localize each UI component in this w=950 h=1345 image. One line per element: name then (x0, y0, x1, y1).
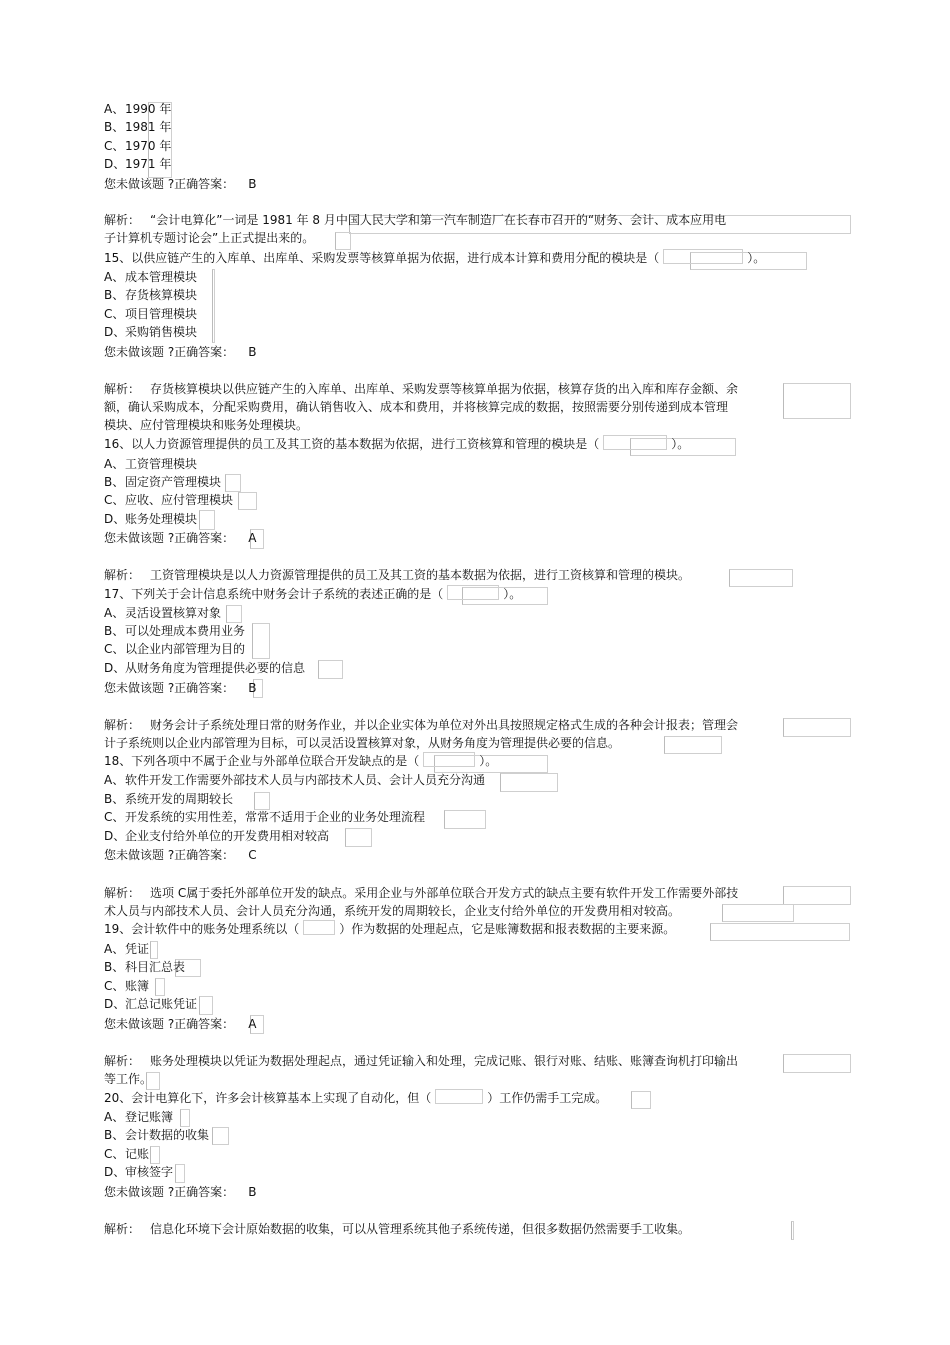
option-frame (180, 1109, 190, 1127)
q19-analysis-line-1: 解析： 账务处理模块以凭证为数据处理起点，通过凭证输入和处理，完成记账、银行对账、结账、账簿查询机打印输出 (104, 1054, 739, 1068)
q20-option-d: D、审核签字 (104, 1165, 174, 1179)
correct-answer: C (248, 848, 257, 862)
q20-option-c: C、记账 (104, 1147, 150, 1161)
q18-answer-line: 您未做该题 ?正确答案： C (104, 848, 257, 862)
q15-option-b: B、存货核算模块 (104, 288, 198, 302)
q15-option-a: A、成本管理模块 (104, 270, 198, 284)
q19-option-d: D、汇总记账凭证 (104, 997, 198, 1011)
q15-analysis-line-1: 解析： 存货核算模块以供应链产生的入库单、出库单、采购发票等核算单据为依据，核算存货的出入库和库存金额、余 (104, 382, 739, 396)
answer-blank (303, 920, 335, 935)
q17-answer-line: 您未做该题 ?正确答案： B (104, 681, 257, 695)
q20-option-a: A、登记账簿 (104, 1110, 174, 1124)
q14-option-b: B、1981 年 (104, 120, 172, 134)
q19-answer-line: 您未做该题 ?正确答案： A (104, 1017, 257, 1031)
correct-answer: B (248, 177, 257, 191)
q20-answer-line: 您未做该题 ?正确答案： B (104, 1185, 257, 1199)
q20-stem: 20、会计电算化下，许多会计核算基本上实现了自动化，但（ ）工作仍需手工完成。 (104, 1091, 608, 1105)
option-frame (175, 1164, 185, 1183)
answer-blank (447, 585, 499, 600)
q16-option-a: A、工资管理模块 (104, 457, 198, 471)
option-frame (500, 773, 558, 792)
option-frame (226, 605, 242, 623)
q16-option-b: B、固定资产管理模块 (104, 475, 222, 489)
q15-answer-line: 您未做该题 ?正确答案： B (104, 345, 257, 359)
option-frame (238, 492, 257, 510)
q19-option-a: A、凭证 (104, 942, 150, 956)
option-frame (225, 474, 241, 492)
q14-option-a: A、1990 年 (104, 102, 172, 116)
q14-analysis-line-1: 解析： “会计电算化”一词是 1981 年 8 月中国人民大学和第一汽车制造厂在长春市召开的“财务、会计、成本应用电 (104, 213, 727, 227)
option-frame (199, 510, 215, 530)
option-frame (444, 810, 486, 829)
correct-answer: A (248, 1017, 257, 1031)
analysis-frame (783, 886, 851, 905)
q15-option-c: C、项目管理模块 (104, 307, 198, 321)
q16-answer-line: 您未做该题 ?正确答案： A (104, 531, 257, 545)
q19-option-c: C、账簿 (104, 979, 150, 993)
q20-option-b: B、会计数据的收集 (104, 1128, 210, 1142)
q20-analysis-line-1: 解析： 信息化环境下会计原始数据的收集，可以从管理系统其他子系统传递，但很多数据仍然需要手工收集。 (104, 1222, 691, 1236)
q16-option-d: D、账务处理模块 (104, 512, 198, 526)
analysis-frame (729, 569, 793, 587)
stem-frame (631, 1091, 651, 1109)
option-frame (150, 941, 158, 959)
answer-blank (423, 752, 475, 767)
q17-option-d: D、从财务角度为管理提供必要的信息 (104, 661, 306, 675)
q19-analysis-line-2: 等工作。 (104, 1072, 153, 1086)
option-frame (199, 996, 213, 1015)
option-frame (345, 828, 372, 847)
analysis-frame (783, 383, 851, 419)
q17-option-b: B、可以处理成本费用业务 (104, 624, 246, 638)
q18-option-a: A、软件开发工作需要外部技术人员与内部技术人员、会计人员充分沟通 (104, 773, 486, 787)
option-frame (212, 1127, 229, 1145)
option-frame (252, 623, 270, 659)
analysis-frame (335, 232, 351, 250)
q17-option-a: A、灵活设置核算对象 (104, 606, 222, 620)
analysis-frame (783, 1054, 851, 1073)
option-frame (155, 978, 165, 996)
q14-analysis-line-2: 子计算机专题讨论会”上正式提出来的。 (104, 231, 315, 245)
q15-stem: 15、以供应链产生的入库单、出库单、采购发票等核算单据为依据，进行成本计算和费用分配的模块是（ ）。 (104, 251, 766, 265)
q17-stem: 17、下列关于会计信息系统中财务会计子系统的表述正确的是（ ）。 (104, 587, 522, 601)
q18-analysis-line-2: 术人员与内部技术人员、会计人员充分沟通，系统开发的周期较长，企业支付给外单位的开发费用相对较高。 (104, 904, 681, 918)
q14-answer-line: 您未做该题 ?正确答案： B (104, 177, 257, 191)
analysis-frame (722, 904, 794, 922)
q18-option-c: C、开发系统的实用性差，常常不适用于企业的业务处理流程 (104, 810, 426, 824)
correct-answer: A (248, 531, 257, 545)
q14-option-d: D、1971 年 (104, 157, 172, 171)
q19-option-b: B、科目汇总表 (104, 960, 186, 974)
q15-analysis-line-3: 模块、应付管理模块和账务处理模块。 (104, 418, 309, 432)
q17-analysis-line-1: 解析： 财务会计子系统处理日常的财务作业，并以企业实体为单位对外出具按照规定格式生成的各种会计报表；管理会 (104, 718, 739, 732)
correct-answer: B (248, 1185, 257, 1199)
analysis-frame (791, 1221, 794, 1240)
answer-blank (435, 1089, 483, 1104)
q18-analysis-line-1: 解析： 选项 C属于委托外部单位开发的缺点。采用企业与外部单位联合开发方式的缺点主要有软件开发工作需要外部技 (104, 886, 739, 900)
option-frame (318, 660, 343, 679)
option-frame (212, 269, 215, 343)
correct-answer: B (248, 345, 257, 359)
q14-option-c: C、1970 年 (104, 139, 172, 153)
q15-option-d: D、采购销售模块 (104, 325, 198, 339)
q15-analysis-line-2: 额，确认采购成本，分配采购费用，确认销售收入、成本和费用，并将核算完成的数据，按照需要分别传递到成本管理 (104, 400, 729, 414)
q16-option-c: C、应收、应付管理模块 (104, 493, 234, 507)
answer-blank (603, 435, 667, 450)
analysis-frame (664, 736, 722, 754)
q16-stem: 16、以人力资源管理提供的员工及其工资的基本数据为依据，进行工资核算和管理的模块是（ ）。 (104, 437, 690, 451)
q18-option-d: D、企业支付给外单位的开发费用相对较高 (104, 829, 330, 843)
q17-analysis-line-2: 计子系统则以企业内部管理为目标，可以灵活设置核算对象，从财务角度为管理提供必要的信息。 (104, 736, 621, 750)
q17-option-c: C、以企业内部管理为目的 (104, 642, 246, 656)
q16-analysis-line-1: 解析： 工资管理模块是以人力资源管理提供的员工及其工资的基本数据为依据，进行工资核算和管理的模块。 (104, 568, 691, 582)
correct-answer: B (248, 681, 257, 695)
q18-stem: 18、下列各项中不属于企业与外部单位联合开发缺点的是（ ）。 (104, 754, 498, 768)
option-frame (150, 1146, 160, 1164)
answer-blank (663, 249, 743, 264)
stem-frame (710, 923, 850, 941)
q19-stem: 19、会计软件中的账务处理系统以（ ）作为数据的处理起点，它是账簿数据和报表数据的主要来源。 (104, 922, 676, 936)
analysis-frame (783, 718, 851, 737)
q18-option-b: B、系统开发的周期较长 (104, 792, 234, 806)
